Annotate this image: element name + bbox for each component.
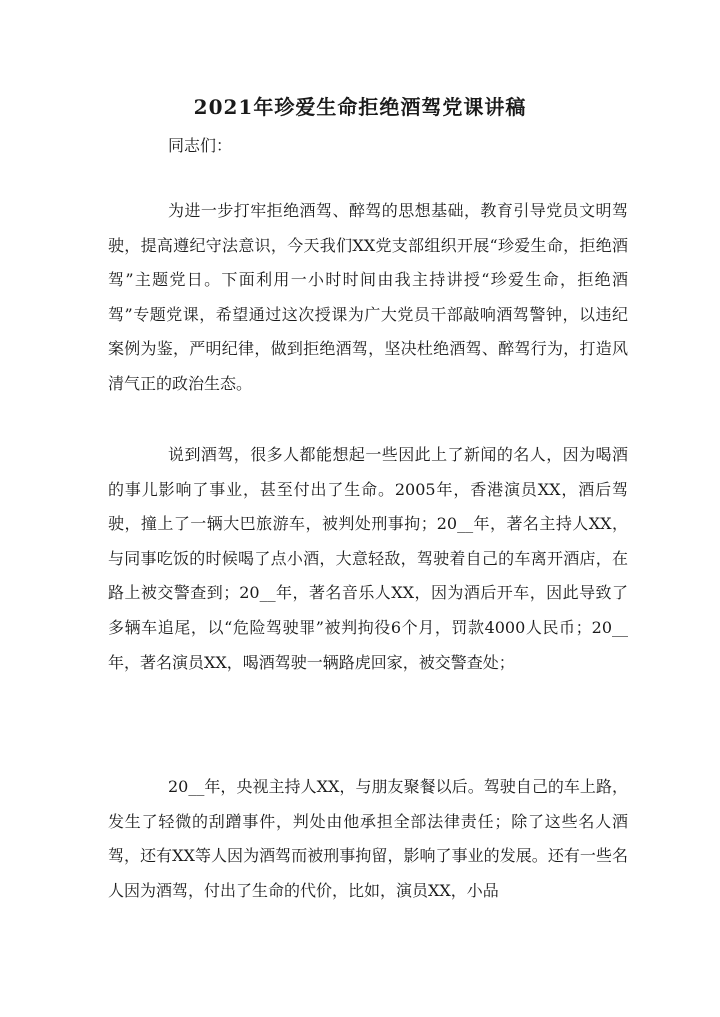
greeting: 同志们： (168, 136, 233, 155)
paragraph-more-cases: 20__年，央视主持人XX，与朋友聚餐以后。驾驶自己的车上路，发生了轻微的刮蹭事件，判处由他承担全部法律责任；除了这些名人酒驾，还有XX等人因为酒驾而被刑事拘留，影响了事业的发展。还有一些名人因为酒驾，付出了生命的代价，比如，演员XX，小品 (108, 777, 628, 900)
paragraph-celebrity-cases: 说到酒驾，很多人都能想起一些因此上了新闻的名人，因为喝酒的事儿影响了事业，甚至付出了生命。2005年，香港演员XX，酒后驾驶，撞上了一辆大巴旅游车，被判处刑事拘；20__年，著名主持人XX，与同事吃饭的时候喝了点小酒，大意轻敌，驾驶着自己的车离开酒店，在路上被交警查到；20__年，著名音乐人XX，因为酒后开车，因此导致了多辆车追尾，以“危险驾驶罪”被判拘役6个月，罚款4000人民币；20__年，著名演员XX，喝酒驾驶一辆路虎回家，被交警查处； (108, 445, 628, 672)
document-title: 2021年珍爱生命拒绝酒驾党课讲稿 (193, 95, 527, 119)
paragraph-intro: 为进一步打牢拒绝酒驾、醉驾的思想基础，教育引导党员文明驾驶，提高遵纪守法意识，今天我们XX党支部组织开展“珍爱生命，拒绝酒驾”主题党日。下面利用一小时时间由我主持讲授“珍爱生命，拒绝酒驾”专题党课，希望通过这次授课为广大党员干部敲响酒驾警钟，以违纪案例为鉴，严明纪律，做到拒绝酒驾，坚决杜绝酒驾、醉驾行为，打造风清气正的政治生态。 (108, 201, 628, 393)
